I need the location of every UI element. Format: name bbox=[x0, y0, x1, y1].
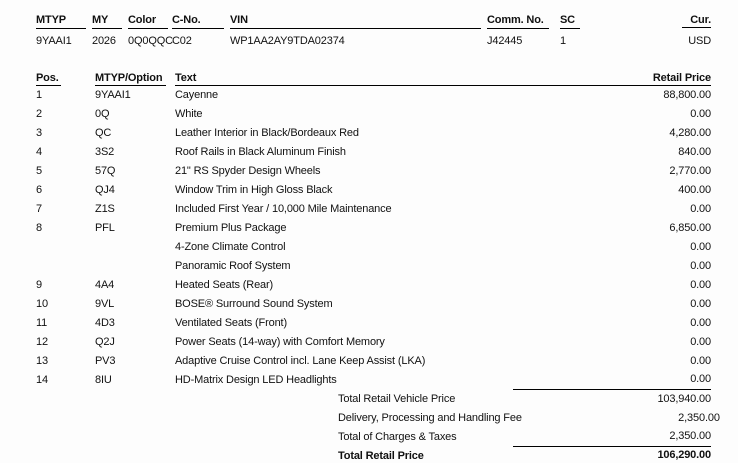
option-pos: 11 bbox=[36, 317, 48, 329]
option-row bbox=[36, 314, 711, 333]
option-text: Roof Rails in Black Aluminum Finish bbox=[175, 146, 346, 158]
option-price: 0.00 bbox=[690, 336, 711, 348]
vehicle-header-cell: VIN bbox=[230, 13, 481, 29]
option-row bbox=[36, 162, 711, 181]
option-price: 2,770.00 bbox=[669, 165, 711, 177]
totals-label: Total Retail Price bbox=[338, 450, 424, 462]
option-price: 0.00 bbox=[690, 355, 711, 367]
option-price: 0.00 bbox=[690, 317, 711, 329]
vehicle-value-cell: J42445 bbox=[487, 35, 523, 47]
vehicle-value-cell: 9YAAI1 bbox=[36, 35, 72, 47]
option-pos: 6 bbox=[36, 184, 42, 196]
option-pos: 1 bbox=[36, 89, 42, 101]
column-header-pos: Pos. bbox=[36, 72, 59, 84]
totals-row bbox=[36, 390, 711, 409]
option-pos: 13 bbox=[36, 355, 48, 367]
totals-section bbox=[36, 390, 720, 463]
vehicle-value-cell: USD bbox=[688, 35, 711, 47]
column-header-mtyp-option: MTYP/Option bbox=[95, 71, 166, 86]
vehicle-info-value-row bbox=[36, 29, 711, 53]
option-price: 0.00 bbox=[690, 241, 711, 253]
vehicle-value-cell: 0Q0QQC bbox=[128, 35, 173, 47]
option-text: Panoramic Roof System bbox=[175, 260, 291, 272]
option-code: QJ4 bbox=[95, 184, 115, 196]
option-code: 4A4 bbox=[95, 279, 115, 291]
totals-row bbox=[36, 409, 720, 428]
option-code: 3S2 bbox=[95, 146, 115, 158]
totals-value: 2,350.00 bbox=[513, 428, 711, 447]
vehicle-info-header-row bbox=[36, 13, 711, 29]
option-pos: 9 bbox=[36, 279, 42, 291]
option-row bbox=[36, 257, 711, 276]
option-text: Cayenne bbox=[175, 89, 218, 101]
vehicle-value-cell: 2026 bbox=[92, 35, 116, 47]
column-header-text-rule bbox=[175, 71, 711, 86]
totals-value: 2,350.00 bbox=[678, 412, 720, 424]
vehicle-header-cell: SC bbox=[560, 13, 580, 29]
option-text: Premium Plus Package bbox=[175, 222, 287, 234]
option-pos: 8 bbox=[36, 222, 42, 234]
option-text: Included First Year / 10,000 Mile Maintenance bbox=[175, 203, 392, 215]
option-price: 400.00 bbox=[678, 184, 711, 196]
vehicle-header-cell: MY bbox=[92, 13, 122, 29]
option-price: 840.00 bbox=[678, 146, 711, 158]
option-price: 4,280.00 bbox=[669, 127, 711, 139]
vehicle-value-cell: WP1AA2AY9TDA02374 bbox=[230, 35, 345, 47]
option-row bbox=[36, 295, 711, 314]
option-text: HD-Matrix Design LED Headlights bbox=[175, 374, 337, 386]
option-row bbox=[36, 333, 711, 352]
option-row bbox=[36, 181, 711, 200]
option-row bbox=[36, 238, 711, 257]
option-row bbox=[36, 200, 711, 219]
option-row bbox=[36, 105, 711, 124]
option-code bbox=[95, 257, 169, 276]
option-row bbox=[36, 219, 711, 238]
option-price: 0.00 bbox=[513, 371, 711, 390]
options-table-body bbox=[36, 86, 711, 390]
vehicle-header-cell: MTYP bbox=[36, 13, 86, 29]
totals-value: 106,290.00 bbox=[513, 448, 711, 463]
option-code: QC bbox=[95, 127, 112, 139]
option-code: 0Q bbox=[95, 108, 110, 120]
option-row bbox=[36, 124, 711, 143]
totals-spacer bbox=[36, 447, 338, 463]
option-text: Window Trim in High Gloss Black bbox=[175, 184, 333, 196]
option-text: 4-Zone Climate Control bbox=[175, 241, 286, 253]
option-pos: 3 bbox=[36, 127, 42, 139]
option-row bbox=[36, 86, 711, 105]
totals-spacer bbox=[36, 390, 338, 409]
option-pos: 2 bbox=[36, 108, 42, 120]
column-header-text: Text bbox=[175, 72, 197, 84]
grand-total-row bbox=[36, 447, 711, 463]
option-text: Adaptive Cruise Control incl. Lane Keep Assist (LKA) bbox=[175, 355, 426, 367]
option-code: PV3 bbox=[95, 355, 116, 367]
option-code: 57Q bbox=[95, 165, 116, 177]
totals-row bbox=[36, 428, 711, 447]
option-price: 0.00 bbox=[690, 108, 711, 120]
option-pos bbox=[36, 238, 89, 257]
option-price: 0.00 bbox=[690, 203, 711, 215]
option-row bbox=[36, 352, 711, 371]
option-code: 9VL bbox=[95, 298, 115, 310]
option-row bbox=[36, 371, 711, 390]
option-row bbox=[36, 276, 711, 295]
totals-spacer bbox=[36, 428, 338, 447]
option-text: Power Seats (14-way) with Comfort Memory bbox=[175, 336, 385, 348]
option-text: White bbox=[175, 108, 203, 120]
totals-label: Total Retail Vehicle Price bbox=[338, 393, 456, 405]
option-code: Z1S bbox=[95, 203, 115, 215]
option-pos: 12 bbox=[36, 336, 48, 348]
option-pos: 10 bbox=[36, 298, 48, 310]
vehicle-header-label: Cur. bbox=[682, 13, 711, 28]
option-pos: 5 bbox=[36, 165, 42, 177]
option-pos bbox=[36, 257, 89, 276]
option-price: 0.00 bbox=[690, 279, 711, 291]
options-table-header bbox=[36, 71, 711, 86]
totals-label: Delivery, Processing and Handling Fee bbox=[338, 412, 522, 424]
option-row bbox=[36, 143, 711, 162]
vehicle-header-cell: Comm. No. bbox=[487, 13, 549, 29]
option-pos: 4 bbox=[36, 146, 42, 158]
option-price: 0.00 bbox=[690, 298, 711, 310]
totals-spacer bbox=[36, 409, 338, 428]
vehicle-header-cell: C-No. bbox=[172, 13, 224, 29]
option-code bbox=[95, 238, 169, 257]
vehicle-value-cell: 1 bbox=[560, 35, 566, 47]
totals-label: Total of Charges & Taxes bbox=[338, 431, 457, 443]
option-text: Ventilated Seats (Front) bbox=[175, 317, 287, 329]
column-header-retail-price: Retail Price bbox=[652, 72, 711, 84]
option-text: 21" RS Spyder Design Wheels bbox=[175, 165, 321, 177]
option-code: Q2J bbox=[95, 336, 115, 348]
option-text: Leather Interior in Black/Bordeaux Red bbox=[175, 127, 359, 139]
option-text: Heated Seats (Rear) bbox=[175, 279, 274, 291]
vehicle-value-cell: C02 bbox=[172, 35, 192, 47]
option-price: 0.00 bbox=[690, 260, 711, 272]
option-code: 4D3 bbox=[95, 317, 115, 329]
option-code: PFL bbox=[95, 222, 115, 234]
option-price: 6,850.00 bbox=[669, 222, 711, 234]
totals-value: 103,940.00 bbox=[657, 393, 711, 405]
vehicle-header-cell: Color bbox=[128, 13, 168, 29]
option-price: 88,800.00 bbox=[663, 89, 711, 101]
sheet-content bbox=[36, 13, 720, 463]
option-text: BOSE® Surround Sound System bbox=[175, 298, 333, 310]
option-pos: 14 bbox=[36, 374, 48, 386]
option-code: 9YAAI1 bbox=[95, 89, 131, 101]
vehicle-header-cell bbox=[646, 13, 711, 29]
option-pos: 7 bbox=[36, 203, 42, 215]
option-code: 8IU bbox=[95, 374, 112, 386]
